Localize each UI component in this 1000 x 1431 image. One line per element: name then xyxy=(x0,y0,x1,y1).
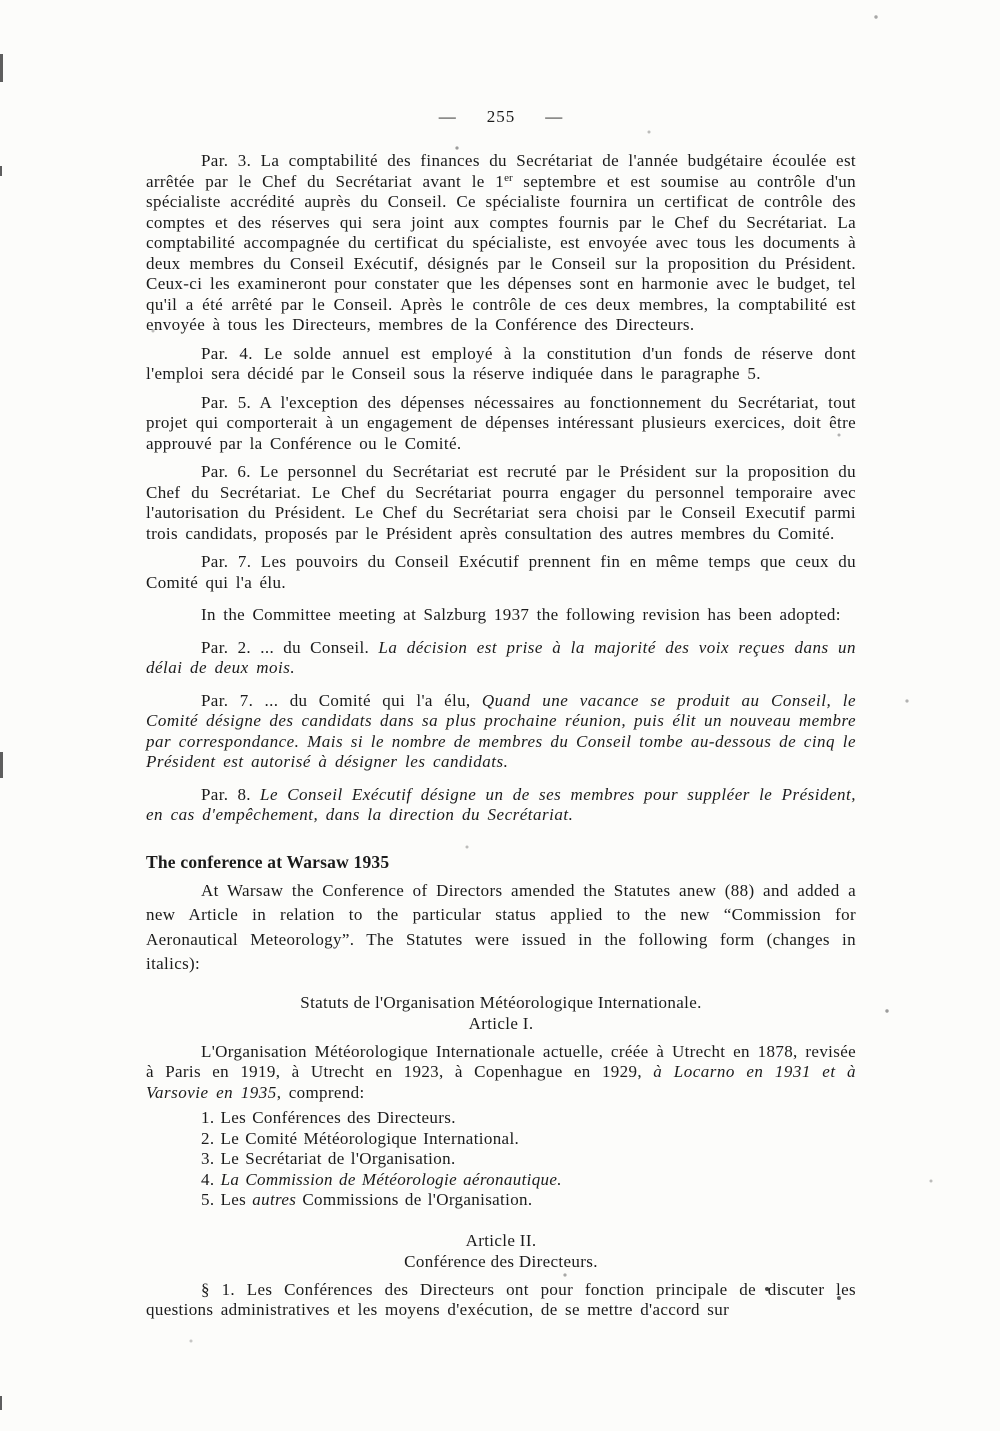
par7-revision-lead: Par. 7. ... du Comité qui l'a élu, xyxy=(201,690,482,710)
paragraph-par3 xyxy=(146,151,856,336)
list-item-5-tail: Commissions de l'Organisation. xyxy=(296,1190,533,1209)
organisation-components-list xyxy=(146,1108,856,1211)
paragraph-section1: § 1. Les Conférences des Directeurs ont pour fonction principale de discuter les questions administratives et les moyens d'exécution, de se mettre d'accord sur xyxy=(146,1279,856,1319)
scan-edge-artifact xyxy=(0,752,3,778)
article1-tail: , comprend: xyxy=(276,1082,365,1102)
list-item-5-italic: autres xyxy=(252,1190,297,1209)
list-item-autres-commissions xyxy=(146,1190,856,1211)
article2-subheading: Conférence des Directeurs. xyxy=(404,1251,598,1271)
article1-heading: Article I. xyxy=(468,1013,534,1033)
paragraph-par5: Par. 5. A l'exception des dépenses nécessaires au fonctionnement du Secrétariat, tout projet qui comporterait à un engagement de dépenses intéressant plusieurs exercices, doit être approuvé par la Conférence ou le Comité. xyxy=(146,392,856,453)
paragraph-warsaw-intro: At Warsaw the Conference of Directors amended the Statutes anew (88) and added a new Article in relation to the particular status applied to the new “Commission for Aeronautical Meteorology”. The Statutes were issued in the following form (changes in italics): xyxy=(146,880,856,973)
paragraph-par6: Par. 6. Le personnel du Secrétariat est recruté par le Président sur la proposition du Chef du Secrétariat. Le Chef du Secrétariat pourra engager du personnel temporaire avec l'autorisation du Président. Le Chef du Secrétariat sera choisi par le Conseil Executif parmi trois candidats, proposés par le Président après consultation des autres membres du Comité. xyxy=(146,462,856,543)
par7-revision-italic: Quand une vacance se produit au Conseil, le Comité désigne des candidats dans sa plus prochaine réunion, puis élit un nouveau membre par correspondance. Mais si le nombre de membres du Conseil tombe au-dessous de cinq le Président est autorisé à désigner les candidats. xyxy=(146,690,857,771)
paragraph-par8-revision xyxy=(146,785,856,826)
page-number-value: 255 xyxy=(486,107,516,126)
page-number xyxy=(146,106,856,127)
scan-edge-artifact xyxy=(0,166,2,176)
paragraph-par2-revision xyxy=(146,638,856,679)
par2-revision-lead: Par. 2. ... du Conseil. xyxy=(201,637,379,657)
statuts-title: Statuts de l'Organisation Météorologique Internationale. xyxy=(300,992,702,1012)
page-body xyxy=(146,106,856,1321)
scan-speckles xyxy=(0,0,2,2)
list-item-4-italic: La Commission de Météorologie aéronautique. xyxy=(220,1169,562,1189)
paragraph-par7-revision xyxy=(146,691,856,773)
paragraph-par7: Par. 7. Les pouvoirs du Conseil Exécutif prennent fin en même temps que ceux du Comité qui l'a élu. xyxy=(146,552,856,592)
article2-heading: Article II. xyxy=(465,1230,537,1250)
list-item-commission-aeronautique xyxy=(146,1170,856,1191)
paragraph-article1 xyxy=(146,1042,856,1104)
article1-lead: L'Organisation Météorologique Internationale actuelle, créée à Utrecht en 1878, revisée à Paris en 1919, à Utrecht en 1923, à Copenhague en 1929, xyxy=(146,1041,856,1081)
par2-revision-italic: La décision est prise à la majorité des voix reçues dans un délai de deux mois. xyxy=(146,637,856,677)
page-number-dash-left: — xyxy=(438,107,457,126)
article1-italic: à Locarno en 1931 et à Varsovie en 1935 xyxy=(146,1062,857,1102)
list-item-5-lead: 5. Les xyxy=(201,1190,253,1209)
list-item-4-number: 4. xyxy=(201,1169,221,1189)
scan-edge-artifact xyxy=(0,54,3,82)
paragraph-par4: Par. 4. Le solde annuel est employé à la constitution d'un fonds de réserve dont l'emploi sera décidé par le Conseil sous la réserve indiquée dans le paragraphe 5. xyxy=(146,343,856,383)
par3-text: Par. 3. La comptabilité des finances du Secrétariat de l'année budgétaire écoulée est arrêtée par le Chef du Secrétariat avant le 1 xyxy=(146,151,856,191)
paragraph-salzburg-intro: In the Committee meeting at Salzburg 1937 the following revision has been adopted: xyxy=(201,605,841,624)
section-heading-warsaw-1935: The conference at Warsaw 1935 xyxy=(146,851,390,872)
list-item-conferences: 1. Les Conférences des Directeurs. xyxy=(201,1108,456,1127)
par8-italic: Le Conseil Exécutif désigne un de ses membres pour suppléer le Président, en cas d'empêchement, dans la direction du Secrétariat. xyxy=(146,784,856,824)
scan-edge-artifact xyxy=(0,1396,2,1410)
par3-text-continued: septembre et est soumise au contrôle d'un spécialiste accrédité auprès du Conseil. Ce spécialiste fournira un certificat de contrôle des comptes et des réserves qui sera joint aux comptes fournis par le Chef du Secrétariat. La comptabilité accompagnée du certificat du spécialiste, est envoyée avec tous les documents à deux membres du Conseil Exécutif, désignés par le Conseil sur la proposition du Président. Ceux-ci les examineront pour constater que les dépenses sont en harmonie avec le budget, tel qu'il a été arrêté par le Conseil. Après le contrôle de ces deux membres, la comptabilité est envoyée à tous les Directeurs, membres de la Conférence des Directeurs. xyxy=(146,171,857,334)
list-item-secretariat: 3. Le Secrétariat de l'Organisation. xyxy=(201,1149,456,1168)
list-item-comite: 2. Le Comité Météorologique International. xyxy=(201,1128,520,1148)
ordinal-superscript: er xyxy=(504,171,513,184)
page-number-dash-right: — xyxy=(545,107,564,126)
par8-lead: Par. 8. xyxy=(201,784,260,804)
